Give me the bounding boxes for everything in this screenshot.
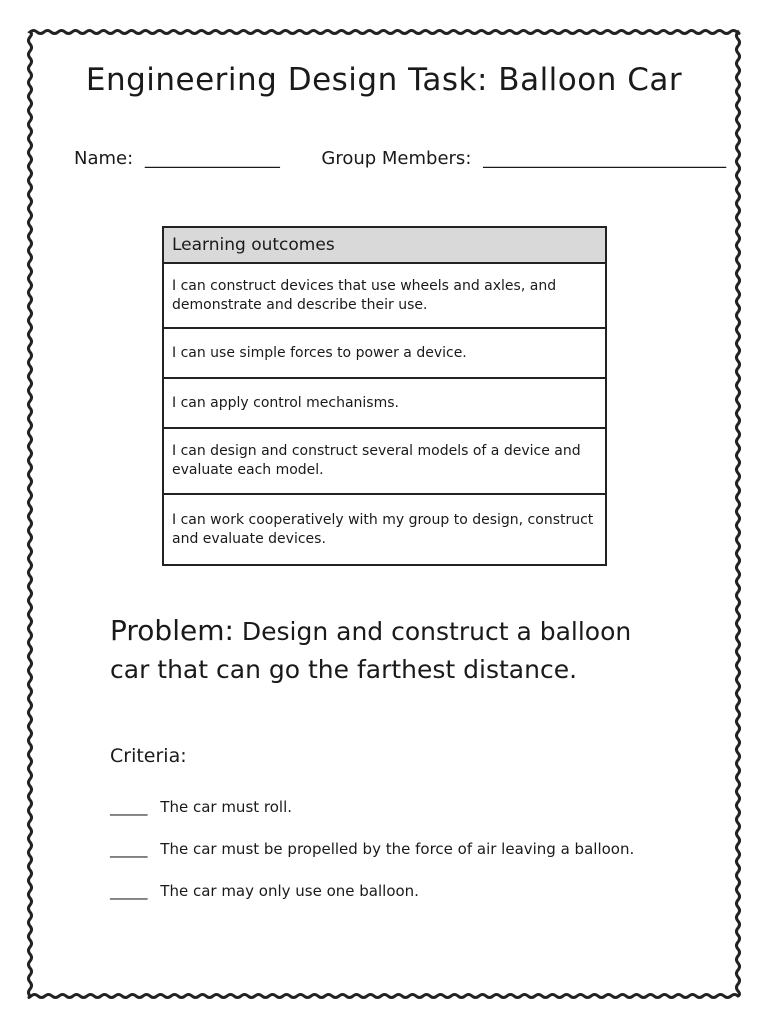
name-field[interactable]: _______________ [144, 148, 280, 169]
criteria-check-blank[interactable]: _____ [110, 798, 148, 816]
criteria-text: The car may only use one balloon. [160, 882, 419, 900]
problem-label: Problem: [110, 614, 234, 647]
criteria-check-blank[interactable]: _____ [110, 840, 148, 858]
outcome-row: I can construct devices that use wheels and axles, and demonstrate and describe their use. [164, 264, 605, 329]
criteria-heading: Criteria: [110, 745, 187, 767]
group-members-field[interactable]: ___________________________ [483, 148, 727, 169]
problem-text: Design and construct a balloon car that can go the farthest distance. [110, 617, 632, 684]
name-label: Name: [74, 148, 134, 169]
criteria-item [110, 798, 292, 816]
criteria-item [110, 882, 419, 900]
group-members-label: Group Members: [321, 148, 472, 169]
outcome-row: I can design and construct several models of a device and evaluate each model. [164, 429, 605, 495]
criteria-item [110, 840, 634, 858]
outcome-row: I can use simple forces to power a device. [164, 329, 605, 379]
learning-outcomes-table [162, 226, 607, 566]
info-row [74, 148, 726, 169]
outcome-row: I can work cooperatively with my group to design, construct and evaluate devices. [172, 511, 594, 547]
problem-statement [110, 612, 670, 689]
outcome-row: I can apply control mechanisms. [164, 379, 605, 429]
criteria-text: The car must roll. [160, 798, 293, 816]
criteria-text: The car must be propelled by the force of air leaving a balloon. [160, 840, 635, 858]
learning-outcomes-heading: Learning outcomes [164, 228, 605, 264]
criteria-check-blank[interactable]: _____ [110, 882, 148, 900]
page-title: Engineering Design Task: Balloon Car [85, 62, 683, 98]
